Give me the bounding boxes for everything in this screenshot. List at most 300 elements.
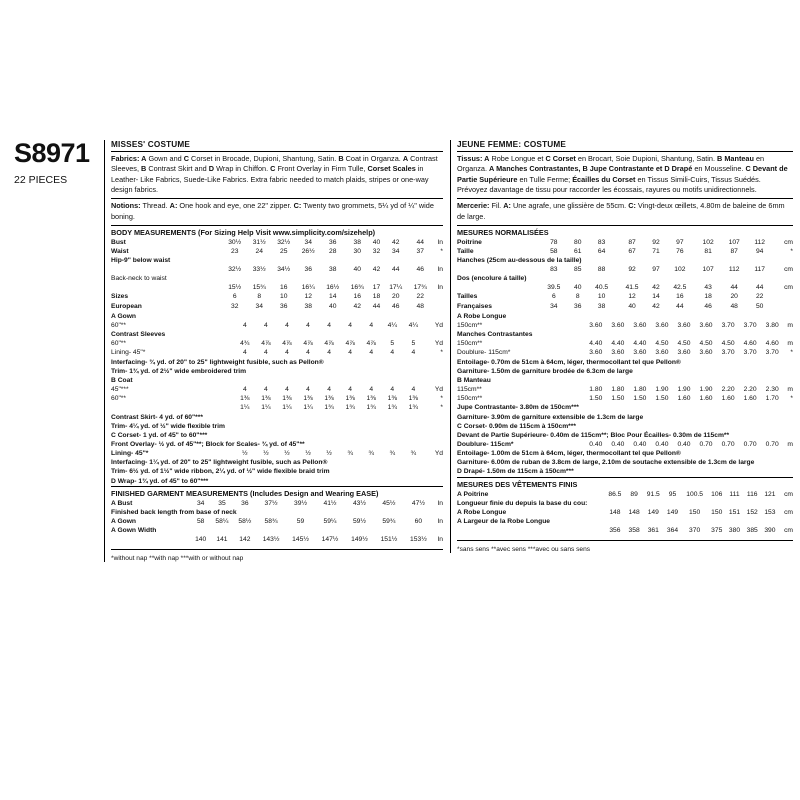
row-label: Doublure- 115cm*	[457, 349, 511, 357]
table-row	[457, 395, 793, 404]
row-value: 4	[242, 349, 247, 357]
row-unit: Yd	[434, 321, 443, 329]
table-row	[457, 322, 793, 331]
row-value: 148	[609, 508, 621, 516]
row-label: Longueur finie du depuis la base du cou:	[457, 499, 588, 507]
french-title: JEUNE FEMME: COSTUME	[457, 140, 567, 149]
row-value: 4.50	[699, 340, 713, 348]
table-row	[111, 322, 443, 331]
row-value: 39½	[294, 499, 308, 507]
row-value: 59½	[352, 518, 366, 526]
row-value	[361, 331, 382, 340]
row-unit: m	[787, 440, 793, 448]
row-value	[651, 312, 673, 321]
row-value: 116	[746, 490, 758, 498]
row-value: 59¼	[323, 518, 337, 526]
row-value	[319, 331, 340, 340]
row-value: 25	[279, 247, 288, 255]
row-value: 41½	[323, 499, 337, 507]
row-value: 4	[306, 321, 310, 329]
row-value: 32	[230, 302, 239, 310]
row-value	[297, 377, 318, 386]
french-fabrics: Tissus: A Robe Longue et C Corset en Brocart, Soie Dupioni, Shantung, Satin. B Manteau en Organza. A Manches Contrastantes, B Jupe Contrastante et D Drapé en Mousseline. C Devant de Partie Supérieure en Tulle Ferme; Écailles du Corset en Tissus Simili-Cuirs, Tissus Suédés. Prévoyez davantage de tissu pour raccorder les écossais, rayures ou motifs unidirectionnels.	[457, 154, 788, 195]
row-value: 16½	[326, 284, 340, 292]
row-value: 4⅞	[261, 340, 271, 348]
row-value: 91.5	[646, 490, 660, 498]
french-panel	[450, 140, 793, 553]
row-label: Doublure- 115cm*	[457, 440, 514, 448]
row-value: 16¾	[350, 284, 364, 292]
row-value	[605, 518, 626, 527]
row-value: 40	[573, 284, 582, 292]
row-label: Interfacing- 1¼ yd. of 20" to 25" lightweight fusible, such as Pellon®	[111, 459, 328, 467]
row-value: 380	[728, 527, 741, 535]
row-value	[345, 527, 374, 536]
row-value: 4.50	[677, 340, 691, 348]
row-value: 17¼	[389, 284, 403, 292]
row-value: 3.70	[765, 349, 779, 357]
row-value: 364	[666, 527, 679, 535]
row-label: European	[111, 302, 142, 310]
row-label: D Drapé- 1.50m de 115cm à 150cm***	[457, 468, 574, 476]
table-row	[111, 509, 443, 518]
row-value: 1¼	[240, 404, 250, 412]
row-label: Back-neck to waist	[111, 275, 167, 283]
row-unit	[424, 377, 443, 386]
row-value: 1⅜	[240, 395, 250, 403]
row-value: 4	[411, 349, 416, 357]
row-unit	[772, 293, 793, 302]
row-value	[255, 331, 276, 340]
row-label: 60"**	[111, 321, 127, 329]
row-value	[695, 331, 717, 340]
row-value: 4.60	[743, 340, 757, 348]
table-row	[111, 358, 443, 367]
french-body-measurements-heading: MESURES NORMALISÉES	[457, 228, 549, 238]
row-label: Dos (encolure á taille)	[457, 275, 527, 283]
row-value: 4	[285, 321, 289, 329]
row-value: 1¼	[282, 404, 292, 412]
row-value: 3.60	[699, 321, 713, 329]
row-value: 24	[255, 247, 263, 255]
english-nap-footnote: *without nap **with nap ***with or without nap	[111, 555, 244, 563]
row-value: 0.40	[633, 440, 647, 448]
row-value: 30	[353, 247, 361, 255]
row-value: 6	[551, 293, 556, 301]
row-value: 38	[304, 302, 312, 310]
row-value	[271, 256, 296, 265]
row-value: 16	[279, 284, 288, 292]
row-value: 87	[628, 238, 636, 246]
row-label: Garniture- 6.00m de ruban de 3.8cm de large, 2.10m de soutache extensible de 1.3cm de large	[457, 459, 755, 467]
row-label: A Gown Width	[111, 527, 157, 535]
table-row	[457, 527, 793, 536]
row-value: 4	[242, 386, 247, 394]
table-row	[111, 499, 443, 508]
row-value: 111	[729, 490, 740, 498]
table-row	[457, 468, 793, 477]
row-value: 43	[704, 284, 712, 292]
row-label: Françaises	[457, 302, 492, 310]
row-value: 16¼	[301, 284, 315, 292]
row-value	[664, 518, 682, 527]
row-value: 64	[597, 247, 606, 255]
row-label: C Corset- 0.90m de 115cm à 150cm***	[457, 422, 576, 430]
row-label	[457, 266, 539, 275]
english-finished-table	[111, 499, 443, 545]
row-value: 4	[327, 349, 331, 357]
row-value	[643, 518, 664, 527]
row-value	[629, 331, 651, 340]
row-value: 148	[628, 508, 640, 516]
row-unit	[432, 256, 443, 265]
row-value: 44	[730, 284, 738, 292]
table-row	[111, 275, 443, 284]
table-row	[457, 509, 793, 518]
row-value	[271, 275, 296, 284]
row-value: 4	[264, 321, 268, 329]
row-unit	[783, 377, 793, 386]
row-value: 40	[372, 238, 381, 246]
row-value: 356	[609, 527, 621, 535]
row-label: Hanches (25cm au-dessous de la taille)	[457, 256, 582, 264]
row-value: 1¾	[408, 404, 418, 412]
row-value: 1.50	[589, 395, 603, 403]
row-value: 58¼	[215, 518, 229, 526]
table-row	[457, 358, 793, 367]
row-value: 4	[369, 386, 374, 394]
row-unit: *	[440, 404, 443, 412]
row-value: 4	[242, 321, 247, 329]
row-value	[761, 331, 783, 340]
row-value	[361, 377, 382, 386]
row-unit	[432, 302, 443, 311]
table-row	[457, 367, 793, 376]
row-value: 4	[306, 386, 310, 394]
row-value: 1⅜	[408, 395, 418, 403]
row-label: Lining- 45"*	[111, 349, 146, 357]
row-unit: cm	[784, 238, 793, 246]
row-label: Trim- 4¼ yd. of ½" wide flexible trim	[111, 422, 225, 430]
row-label: A Robe Longue	[457, 508, 507, 516]
english-panel	[104, 140, 443, 562]
pattern-identity	[14, 140, 100, 186]
row-value: 3.60	[677, 321, 691, 329]
row-value: 18	[704, 293, 712, 301]
row-value: 4	[369, 349, 374, 357]
row-value: 40	[353, 266, 361, 274]
row-label: A Bust	[111, 499, 133, 507]
row-value	[286, 527, 315, 536]
row-value	[296, 275, 321, 284]
row-value: 153½	[410, 536, 427, 544]
row-value: 4.40	[611, 340, 625, 348]
row-value: 32	[372, 247, 381, 255]
row-value: 370	[689, 527, 701, 535]
row-value: 0.40	[611, 440, 625, 448]
row-value: 34½	[277, 266, 291, 274]
row-value	[255, 377, 276, 386]
row-value: 97	[676, 238, 684, 246]
row-value	[403, 331, 424, 340]
row-value: 3.60	[589, 321, 603, 329]
row-value: 22	[416, 293, 424, 301]
table-row	[111, 312, 443, 321]
row-label	[111, 536, 191, 545]
table-row	[457, 238, 793, 247]
row-value	[739, 331, 761, 340]
table-row	[457, 386, 793, 395]
table-row	[457, 275, 793, 284]
row-value: 3.60	[633, 321, 647, 329]
table-row	[111, 527, 443, 536]
row-value	[607, 377, 629, 386]
row-value	[234, 312, 255, 321]
table-row	[111, 302, 443, 311]
row-value: 18	[372, 293, 381, 301]
row-unit	[432, 275, 443, 284]
row-value: 1.80	[611, 386, 625, 394]
row-value	[297, 312, 318, 321]
row-label: Waist	[111, 247, 129, 255]
french-finished-table	[457, 490, 793, 536]
row-value: 102	[702, 238, 714, 246]
row-value: 88	[597, 266, 606, 274]
row-value: 40	[328, 302, 337, 310]
row-value: 92	[628, 266, 636, 274]
table-row	[111, 293, 443, 302]
french-finished-heading: MESURES DES VÊTEMENTS FINIS	[457, 480, 578, 490]
row-value: 4⅞	[324, 340, 334, 348]
table-row	[457, 413, 793, 422]
row-value	[673, 377, 695, 386]
row-unit	[433, 527, 443, 536]
english-yardage-table	[111, 312, 443, 486]
row-value: 33½	[252, 266, 266, 274]
row-unit: cm	[784, 266, 793, 274]
row-unit: m	[787, 321, 793, 329]
row-unit: cm	[784, 527, 793, 535]
row-value	[408, 275, 433, 284]
row-value	[247, 256, 272, 265]
table-row	[111, 422, 443, 431]
row-unit: Yd	[434, 340, 443, 348]
row-value	[247, 275, 272, 284]
row-value: 151½	[380, 536, 398, 544]
row-value: 141	[216, 536, 228, 544]
row-value: 45½	[382, 499, 396, 507]
row-label: B Manteau	[457, 376, 491, 384]
row-value: 3.60	[677, 349, 691, 357]
row-value: 42	[353, 302, 361, 310]
row-value	[717, 331, 739, 340]
row-label: Trim- 1¾ yd. of 2½" wide embroidered trim	[111, 367, 247, 375]
row-unit	[783, 312, 793, 321]
row-value: 28	[328, 247, 337, 255]
row-value: 150	[689, 508, 701, 516]
row-value	[717, 312, 739, 321]
row-label: 115cm**	[457, 386, 482, 394]
row-value	[222, 275, 247, 284]
row-value	[361, 312, 382, 321]
row-value: 107	[702, 266, 714, 274]
row-value: 44	[391, 266, 400, 274]
row-value: 1⅜	[324, 395, 334, 403]
row-value: 37½	[264, 499, 278, 507]
row-value	[256, 527, 285, 536]
row-value: 112	[754, 238, 765, 246]
row-value: 1.90	[655, 386, 669, 394]
row-value: 39.5	[547, 284, 561, 292]
row-value: 3.80	[765, 321, 779, 329]
row-value: 107	[728, 238, 740, 246]
row-value	[369, 256, 383, 265]
row-value: 36	[279, 302, 288, 310]
row-label	[457, 527, 605, 536]
row-label: Jupe Contrastante- 3.80m de 150cm***	[457, 404, 579, 412]
row-value	[681, 518, 708, 527]
row-value: 4	[390, 349, 395, 357]
row-value: 20	[730, 293, 738, 301]
table-row	[457, 284, 793, 293]
row-value: 44	[755, 284, 764, 292]
row-value: 32½	[277, 238, 291, 246]
french-yardage-table	[457, 312, 793, 477]
row-value: 100.5	[686, 490, 703, 498]
row-value: 15½	[228, 284, 242, 292]
row-value: 16	[676, 293, 684, 301]
row-value: 1.90	[677, 386, 691, 394]
row-label: Contrast Skirt- 4 yd. of 60"***	[111, 413, 203, 421]
row-value: 12	[628, 293, 636, 301]
row-value: 1.70	[765, 395, 779, 403]
table-row	[111, 536, 443, 545]
row-value: 92	[652, 238, 660, 246]
row-value: 20	[391, 293, 400, 301]
row-unit: In	[437, 284, 443, 292]
table-row	[111, 395, 443, 404]
row-value	[651, 377, 673, 386]
row-value: 4.50	[655, 340, 669, 348]
row-value: 4¼	[408, 321, 418, 329]
table-row	[111, 518, 443, 527]
row-value: 44	[372, 302, 381, 310]
piece-count: 22 PIECES	[14, 174, 68, 186]
table-row	[111, 441, 443, 450]
table-row	[457, 518, 793, 527]
row-value: 36	[328, 238, 337, 246]
row-value: 10	[597, 293, 606, 301]
row-value	[345, 256, 370, 265]
row-value	[369, 275, 383, 284]
row-value	[382, 312, 403, 321]
row-value: 30½	[228, 238, 242, 246]
row-value: 3.60	[655, 349, 669, 357]
row-value	[673, 331, 695, 340]
row-label: Taille	[457, 247, 474, 255]
row-value: 4⅞	[345, 340, 355, 348]
row-value: 150	[711, 508, 723, 516]
row-label: Contrast Sleeves	[111, 331, 166, 339]
table-row	[457, 312, 793, 321]
row-value: 86.5	[608, 490, 622, 498]
row-value: 102	[674, 266, 686, 274]
french-nap-footnote: *sans sens **avec sens ***avec ou sans sens	[457, 546, 591, 553]
row-value	[726, 518, 744, 527]
row-value: 94	[755, 247, 764, 255]
table-row	[111, 256, 443, 265]
row-value: 17¾	[413, 284, 427, 292]
row-value	[651, 331, 673, 340]
row-value: 1⅜	[261, 395, 271, 403]
row-value: 23	[230, 247, 239, 255]
row-value	[695, 312, 717, 321]
row-value: 8	[257, 293, 262, 301]
row-value: 3.60	[633, 349, 647, 357]
row-label: B Coat	[111, 376, 133, 384]
row-value: 1.50	[633, 395, 647, 403]
row-label: Garniture- 3.90m de garniture extensible de 1.3cm de large	[457, 413, 644, 421]
row-value: 2.20	[721, 386, 735, 394]
row-value: 89	[630, 490, 638, 498]
row-value: ¾	[368, 450, 374, 458]
table-row	[111, 468, 443, 477]
row-value: 12	[304, 293, 312, 301]
row-value	[761, 312, 783, 321]
row-value: 1.80	[589, 386, 603, 394]
row-value	[404, 527, 433, 536]
row-value: ¾	[389, 450, 396, 458]
french-notions: Mercerie: Fil. A: Une agrafe, une glissière de 55cm. C: Vingt-deux œillets, 4.80m de baleine de 6mm de large.	[457, 201, 785, 221]
row-value: 0.70	[721, 440, 735, 448]
table-row	[111, 377, 443, 386]
row-value: 40	[628, 302, 636, 310]
row-label: A Largeur de la Robe Longue	[457, 518, 551, 526]
row-value	[761, 377, 783, 386]
row-unit: In	[437, 238, 443, 246]
table-row	[111, 431, 443, 440]
table-row	[457, 377, 793, 386]
row-value: 1⅜	[303, 395, 313, 403]
row-value: ¾	[347, 450, 353, 458]
row-value: 4.40	[633, 340, 647, 348]
row-value: 1⅜	[282, 395, 292, 403]
row-value: 44	[416, 238, 424, 246]
row-value: 46	[704, 302, 712, 310]
row-value	[276, 377, 297, 386]
row-value	[320, 256, 345, 265]
row-value: 1.60	[699, 395, 713, 403]
row-label: Tailles	[457, 293, 478, 301]
row-label: A Poitrine	[457, 490, 489, 498]
row-value: 4⅞	[303, 340, 313, 348]
row-label: Entoilage- 0.70m de 51cm à 64cm, léger, thermocollant tel que Pellon®	[457, 358, 681, 366]
row-value: 112	[728, 266, 740, 274]
table-row	[111, 367, 443, 376]
row-value	[739, 312, 761, 321]
row-value: 0.70	[743, 440, 757, 448]
row-label: 150cm**	[457, 321, 483, 329]
row-value: 81	[704, 247, 712, 255]
row-value: 34	[255, 302, 263, 310]
row-value: 6	[232, 293, 237, 301]
row-value: 106	[711, 490, 723, 498]
row-value: 14	[328, 293, 337, 301]
row-value	[629, 312, 651, 321]
row-value: 1¾	[324, 404, 334, 412]
row-value: 48	[416, 302, 424, 310]
row-value: 34	[391, 247, 400, 255]
